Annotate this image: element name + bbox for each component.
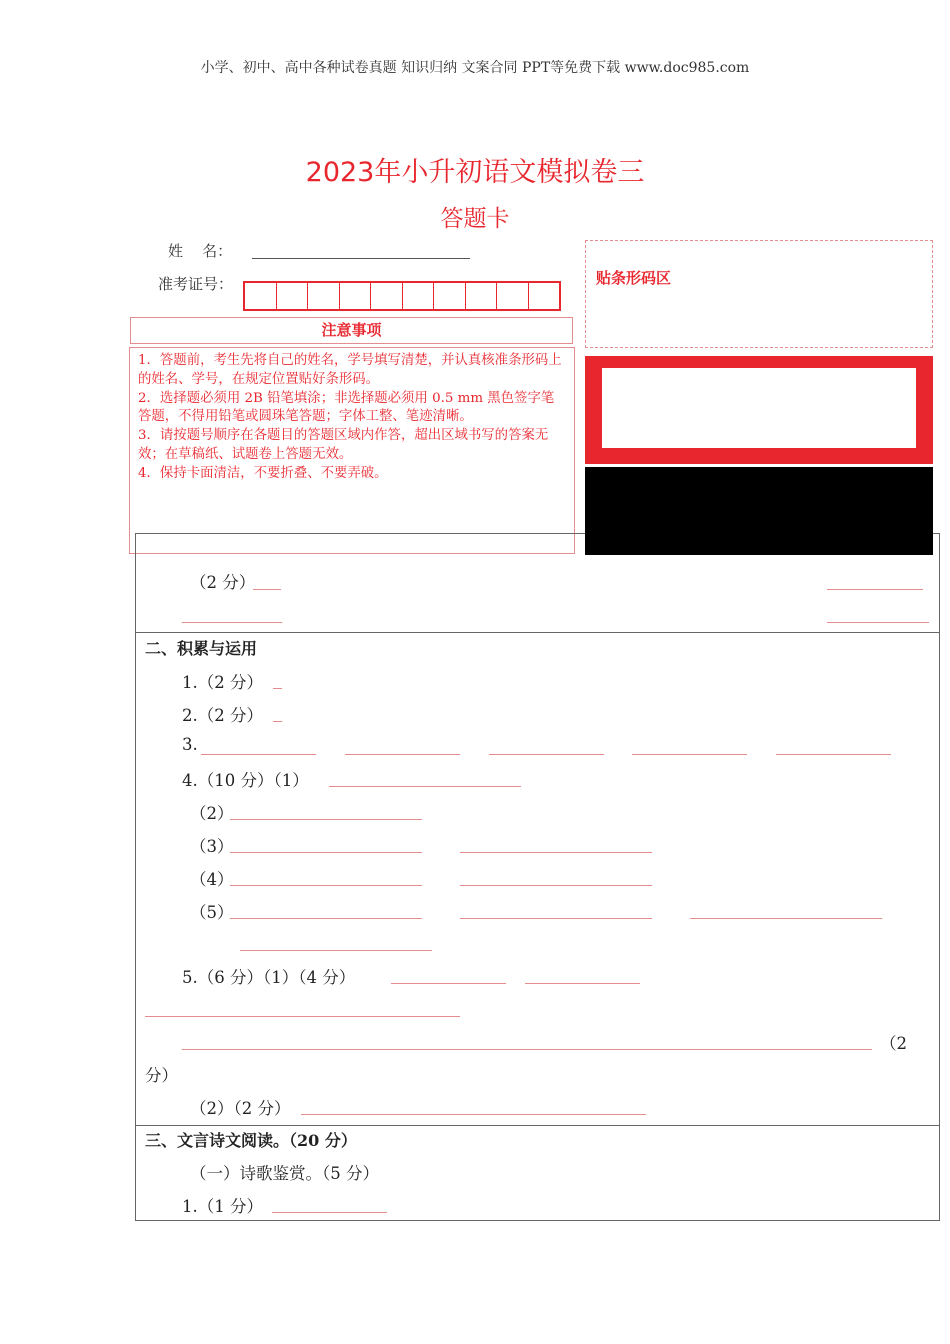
page-header: 小学、初中、高中各种试卷真题 知识归纳 文案合同 PPT等免费下载 www.doc985.com <box>200 60 750 76</box>
answer-line[interactable] <box>273 688 282 689</box>
answer-line[interactable] <box>391 983 506 984</box>
barcode-label: 贴条形码区 <box>596 269 672 287</box>
answer-line[interactable] <box>182 622 282 623</box>
answer-line[interactable] <box>145 1016 460 1017</box>
answer-line[interactable] <box>230 918 422 919</box>
answer-line[interactable] <box>489 754 604 755</box>
redacted-inner <box>602 368 916 448</box>
id-number-boxes[interactable] <box>243 281 561 311</box>
answer-line[interactable] <box>230 885 422 886</box>
answer-line[interactable] <box>827 622 929 623</box>
answer-line[interactable] <box>329 786 521 787</box>
name-label: 姓 名： <box>168 242 233 260</box>
id-digit-box[interactable] <box>497 283 529 309</box>
s2-q5-2-label: （2）（2 分） <box>190 1099 291 1118</box>
s2-q5-label: 5.（6 分）（1）（4 分） <box>182 968 356 987</box>
s1-question-points: （2 分） <box>190 573 256 592</box>
section-divider <box>135 1125 940 1126</box>
id-digit-box[interactable] <box>245 283 277 309</box>
s2-q1-label: 1.（2 分） <box>182 673 263 692</box>
answer-line[interactable] <box>253 589 281 590</box>
s2-q2-label: 2.（2 分） <box>182 706 263 725</box>
s2-q4-4-label: （4） <box>190 870 234 889</box>
notice-item: 3．请按题号顺序在各题目的答题区域内作答，超出区域书写的答案无效；在草稿纸、试题卷上答题无效。 <box>138 428 549 462</box>
redacted-black-block <box>585 467 933 555</box>
notice-heading: 注意事项 <box>130 317 573 344</box>
answer-line[interactable] <box>230 819 422 820</box>
notice-item: 2．选择题必须用 2B 铅笔填涂；非选择题必须用 0.5 mm 黑色签字笔答题，不得用铅笔或圆珠笔答题；字体工整、笔迹清晰。 <box>138 390 555 425</box>
section-3-heading: 三、文言诗文阅读。（20 分） <box>145 1131 357 1150</box>
answer-line[interactable] <box>240 950 432 951</box>
id-digit-box[interactable] <box>434 283 466 309</box>
answer-line[interactable] <box>632 754 747 755</box>
s2-q4-3-label: （3） <box>190 837 234 856</box>
answer-line[interactable] <box>460 852 652 853</box>
answer-line[interactable] <box>345 754 460 755</box>
answer-line[interactable] <box>776 754 891 755</box>
section-divider <box>135 632 940 633</box>
s2-q5-points-a: （2 <box>880 1034 907 1053</box>
notice-box <box>129 347 575 554</box>
answer-line[interactable] <box>230 852 422 853</box>
page-title: 2023年小升初语文模拟卷三 <box>305 157 645 188</box>
answer-line[interactable] <box>273 721 282 722</box>
notice-item: 1．答题前，考生先将自己的姓名，学号填写清楚，并认真核准条形码上的姓名、学号，在规定位置贴好条形码。 <box>138 353 562 387</box>
s2-q4-label: 4.（10 分）（1） <box>182 771 309 790</box>
answer-line[interactable] <box>301 1114 646 1115</box>
s2-q5-points-b: 分） <box>145 1066 178 1085</box>
page-subtitle: 答题卡 <box>440 206 510 232</box>
answer-line[interactable] <box>272 1212 387 1213</box>
answer-line[interactable] <box>460 885 652 886</box>
id-digit-box[interactable] <box>308 283 340 309</box>
answer-line[interactable] <box>182 1049 872 1050</box>
id-digit-box[interactable] <box>277 283 309 309</box>
name-field[interactable] <box>252 258 470 259</box>
s2-q4-5-label: （5） <box>190 903 234 922</box>
s2-q4-2-label: （2） <box>190 804 234 823</box>
id-digit-box[interactable] <box>403 283 435 309</box>
answer-line[interactable] <box>525 983 640 984</box>
notice-item: 4．保持卡面清洁，不要折叠、不要弄破。 <box>138 465 388 481</box>
id-digit-box[interactable] <box>466 283 498 309</box>
answer-line[interactable] <box>201 754 316 755</box>
id-digit-box[interactable] <box>340 283 372 309</box>
section-2-heading: 二、积累与运用 <box>145 639 258 658</box>
answer-line[interactable] <box>690 918 882 919</box>
id-label: 准考证号： <box>158 275 234 293</box>
barcode-area <box>585 240 933 348</box>
id-digit-box[interactable] <box>529 283 560 309</box>
s3-q1-label: 1.（1 分） <box>182 1197 263 1216</box>
s2-q3-label: 3. <box>182 735 198 754</box>
s3-sub1-label: （一）诗歌鉴赏。（5 分） <box>190 1164 379 1183</box>
answer-line[interactable] <box>460 918 652 919</box>
id-digit-box[interactable] <box>371 283 403 309</box>
answer-line[interactable] <box>827 589 923 590</box>
